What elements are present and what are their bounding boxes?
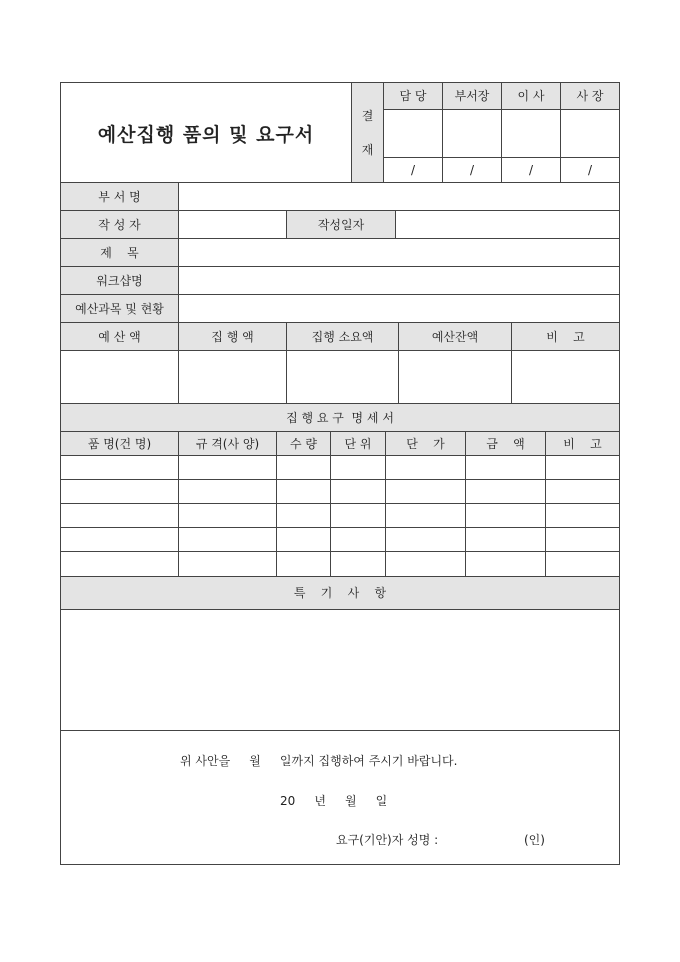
approval-date-director[interactable]: / bbox=[501, 157, 561, 183]
table-row-cell[interactable] bbox=[330, 551, 386, 577]
table-row-cell[interactable] bbox=[276, 479, 331, 504]
table-row-cell[interactable] bbox=[465, 479, 546, 504]
detail-header-qty: 수 량 bbox=[276, 431, 331, 456]
budget-header-note: 비 고 bbox=[511, 322, 620, 351]
workshop-field[interactable] bbox=[178, 266, 620, 295]
approval-label-cell bbox=[351, 82, 384, 183]
approval-sign-dept-head[interactable] bbox=[442, 109, 502, 158]
table-row-cell[interactable] bbox=[276, 503, 331, 528]
table-row-cell[interactable] bbox=[60, 503, 179, 528]
approval-date-dept-head[interactable]: / bbox=[442, 157, 502, 183]
detail-section-title: 집 행 요 구 명 세 서 bbox=[60, 403, 620, 432]
workshop-label: 워크샵명 bbox=[60, 266, 179, 295]
author-label: 작 성 자 bbox=[60, 210, 179, 239]
approval-label-bottom: 재 bbox=[361, 142, 374, 157]
table-row-cell[interactable] bbox=[465, 551, 546, 577]
approval-label-top: 결 bbox=[361, 108, 374, 123]
request-sentence: 위 사안을 월 일까지 집행하여 주시기 바랍니다. bbox=[180, 754, 458, 768]
table-row-cell[interactable] bbox=[465, 455, 546, 480]
budget-required-cell[interactable] bbox=[286, 350, 399, 404]
table-row-cell[interactable] bbox=[330, 527, 386, 552]
table-row-cell[interactable] bbox=[60, 455, 179, 480]
budget-note-cell[interactable] bbox=[511, 350, 620, 404]
date-label: 작성일자 bbox=[286, 210, 396, 239]
table-row-cell[interactable] bbox=[385, 455, 466, 480]
detail-header-unit-price: 단 가 bbox=[385, 431, 466, 456]
table-row-cell[interactable] bbox=[465, 503, 546, 528]
table-row-cell[interactable] bbox=[545, 551, 620, 577]
budget-header-amount: 예 산 액 bbox=[60, 322, 179, 351]
dept-label: 부 서 명 bbox=[60, 182, 179, 211]
remarks-title: 특 기 사 항 bbox=[60, 576, 620, 610]
approval-sign-staff[interactable] bbox=[383, 109, 443, 158]
detail-header-note: 비 고 bbox=[545, 431, 620, 456]
approval-sign-ceo[interactable] bbox=[560, 109, 620, 158]
approval-role-dept-head: 부서장 bbox=[442, 82, 502, 110]
table-row-cell[interactable] bbox=[330, 503, 386, 528]
subject-label: 제 목 bbox=[60, 238, 179, 267]
remarks-field[interactable] bbox=[60, 609, 620, 731]
footer-date-line: 20 년 월 일 bbox=[280, 794, 388, 808]
table-row-cell[interactable] bbox=[330, 455, 386, 480]
table-row-cell[interactable] bbox=[178, 479, 277, 504]
dept-field[interactable] bbox=[178, 182, 620, 211]
table-row-cell[interactable] bbox=[385, 503, 466, 528]
approval-date-ceo[interactable]: / bbox=[560, 157, 620, 183]
table-row-cell[interactable] bbox=[178, 527, 277, 552]
table-row-cell[interactable] bbox=[276, 527, 331, 552]
table-row-cell[interactable] bbox=[60, 551, 179, 577]
table-row-cell[interactable] bbox=[330, 479, 386, 504]
budget-amount-cell[interactable] bbox=[60, 350, 179, 404]
detail-header-item: 품 명(건 명) bbox=[60, 431, 179, 456]
budget-balance-cell[interactable] bbox=[398, 350, 512, 404]
table-row-cell[interactable] bbox=[545, 527, 620, 552]
approval-role-staff: 담 당 bbox=[383, 82, 443, 110]
approval-role-ceo: 사 장 bbox=[560, 82, 620, 110]
table-row-cell[interactable] bbox=[178, 455, 277, 480]
table-row-cell[interactable] bbox=[545, 455, 620, 480]
budget-item-field[interactable] bbox=[178, 294, 620, 323]
table-row-cell[interactable] bbox=[178, 551, 277, 577]
signature-label: 요구(기안)자 성명 : bbox=[336, 833, 439, 847]
detail-header-total: 금 액 bbox=[465, 431, 546, 456]
approval-sign-director[interactable] bbox=[501, 109, 561, 158]
table-row-cell[interactable] bbox=[465, 527, 546, 552]
budget-header-required: 집행 소요액 bbox=[286, 322, 399, 351]
table-row-cell[interactable] bbox=[545, 503, 620, 528]
table-row-cell[interactable] bbox=[385, 479, 466, 504]
table-row-cell[interactable] bbox=[385, 527, 466, 552]
detail-header-unit: 단 위 bbox=[330, 431, 386, 456]
budget-header-balance: 예산잔액 bbox=[398, 322, 512, 351]
detail-header-spec: 규 격(사 양) bbox=[178, 431, 277, 456]
seal-mark: (인) bbox=[524, 833, 545, 847]
table-row-cell[interactable] bbox=[276, 455, 331, 480]
author-field[interactable] bbox=[178, 210, 287, 239]
table-row-cell[interactable] bbox=[545, 479, 620, 504]
table-row-cell[interactable] bbox=[60, 527, 179, 552]
date-field[interactable] bbox=[395, 210, 620, 239]
budget-header-executed: 집 행 액 bbox=[178, 322, 287, 351]
approval-date-staff[interactable]: / bbox=[383, 157, 443, 183]
page-title: 예산집행 품의 및 요구서 bbox=[97, 123, 315, 146]
budget-item-label: 예산과목 및 현황 bbox=[60, 294, 179, 323]
budget-executed-cell[interactable] bbox=[178, 350, 287, 404]
table-row-cell[interactable] bbox=[276, 551, 331, 577]
table-row-cell[interactable] bbox=[178, 503, 277, 528]
table-row-cell[interactable] bbox=[385, 551, 466, 577]
table-row-cell[interactable] bbox=[60, 479, 179, 504]
approval-role-director: 이 사 bbox=[501, 82, 561, 110]
subject-field[interactable] bbox=[178, 238, 620, 267]
